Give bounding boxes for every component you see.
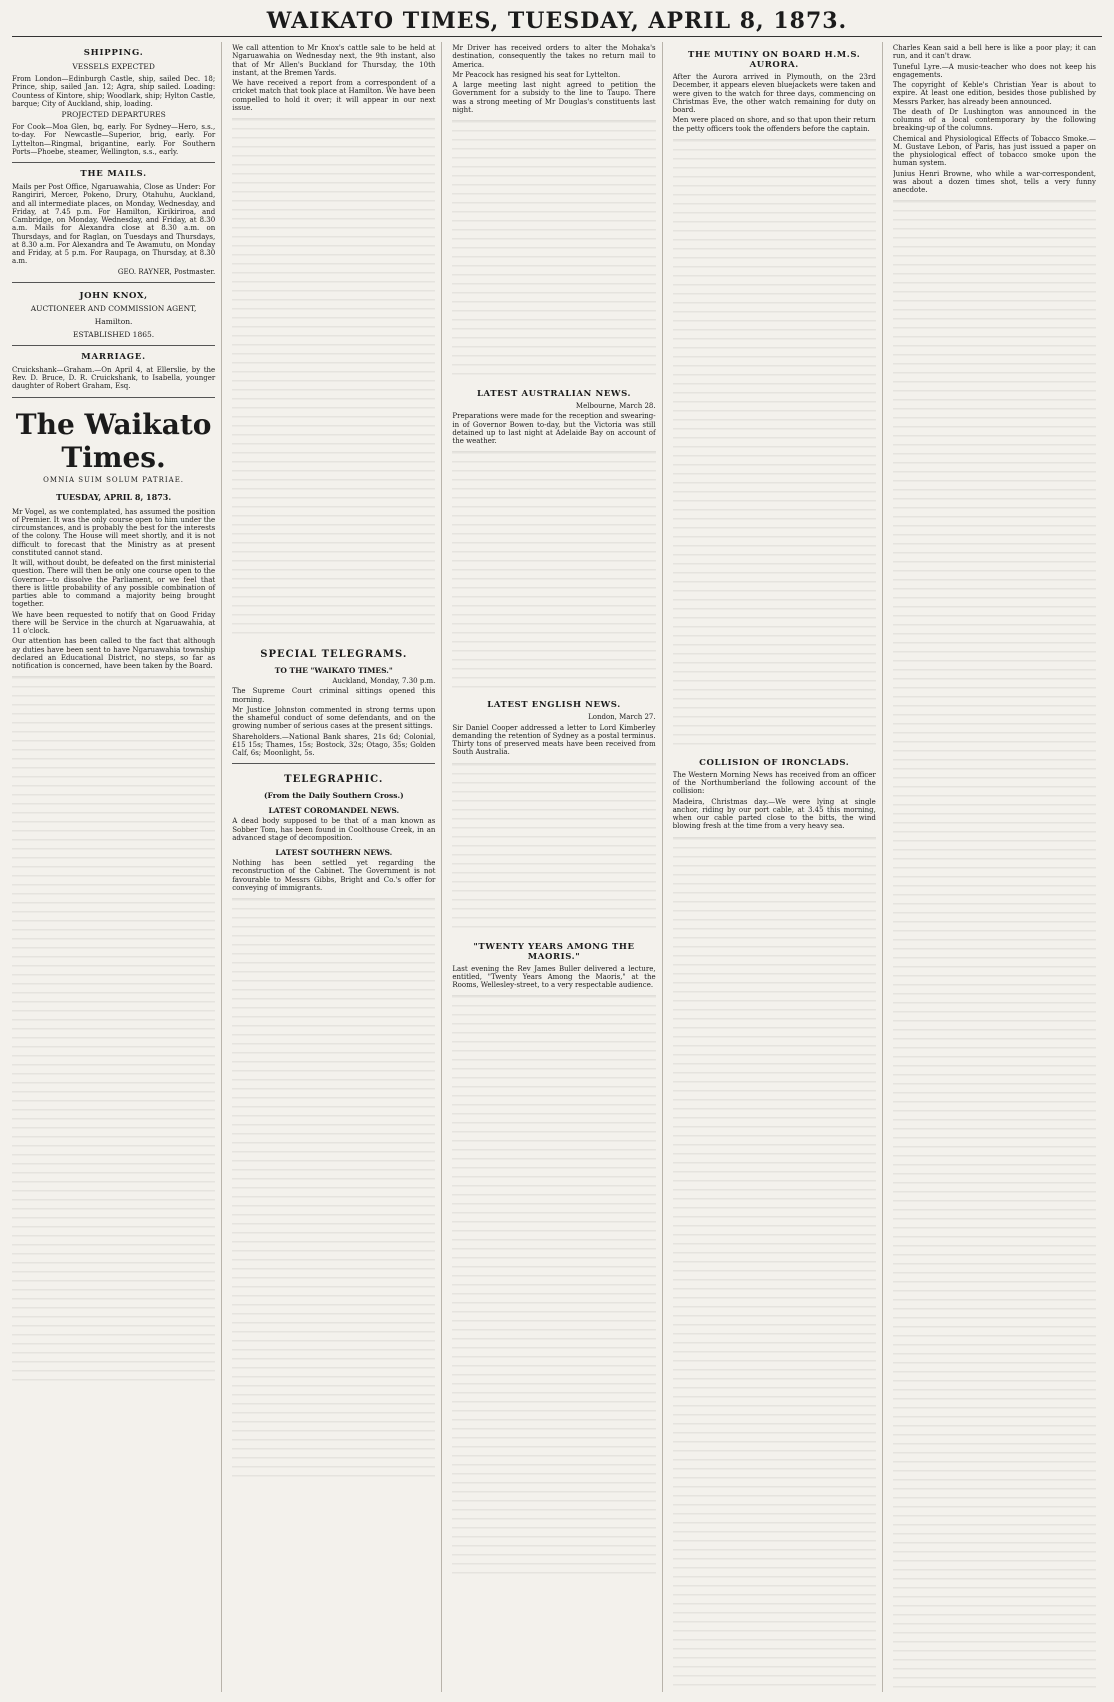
- column-5: [893, 42, 1102, 1692]
- twenty-years-among-maoris: [452, 942, 655, 990]
- mutiny-paragraph: Men were placed on shore, and so that upon their return the petty officers took the offenders before the captain.: [672, 116, 876, 133]
- special-telegrams-text: Shareholders.—National Bank shares, 21s 6d; Colonial, £15 15s; Thames, 15s; Bostock, 32s; Otago, 35s; Golden Calf, 6s; Moonlight, 5s.: [232, 732, 436, 757]
- telegraphic-section-1-text: A dead body supposed to be that of a man known as Sobber Tom, has been found in Coolthouse Creek, in an advanced stage of decomposition.: [232, 817, 436, 842]
- editorial-paragraph: Our attention has been called to the fact that although ay duties have been sent to have Ngaruawahia township declared an Educational District, no steps, so far as notification is concerned, have been taken by the Board.: [12, 637, 216, 670]
- divider: [12, 282, 215, 283]
- special-telegrams-title: SPECIAL TELEGRAMS.: [260, 649, 408, 660]
- latest-english-dateline: London, March 27.: [588, 713, 656, 722]
- shipping-section: [12, 48, 215, 156]
- editorial-paragraph: We have been requested to notify that on Good Friday there will be Service in the church at Ngaruawahia, at 11 o'clock.: [12, 610, 216, 635]
- mutiny-article: [673, 50, 876, 133]
- text-block: [232, 118, 435, 639]
- shipping-title: SHIPPING.: [83, 48, 144, 58]
- editorial-paragraph: Mr Vogel, as we contemplated, has assumed the position of Premier. It was the only course open to him under the circumstances, and is probably the best for the interests of the colony. The House will meet shortly, and it is not difficult to forecast that the Ministry as at present constituted cannot stand.: [12, 507, 216, 557]
- telegraphic-subtitle: (From the Daily Southern Cross.): [263, 791, 404, 801]
- marriage-section: [12, 352, 215, 391]
- mails-title: THE MAILS.: [80, 169, 147, 179]
- john-knox-est: ESTABLISHED 1865.: [73, 329, 155, 339]
- latest-australian-dateline: Melbourne, March 28.: [575, 402, 656, 410]
- mutiny-title: THE MUTINY ON BOARD H.M.S. AURORA.: [688, 50, 861, 70]
- column-1: [12, 42, 222, 1692]
- notice-paragraph: We call attention to Mr Knox's cattle sale to be held at Ngaruawahia on Wednesday next, the 9th instant, also that of Mr Allen's Buckland for Thursday, the 10th instant, at the Bremen Yards.: [232, 44, 436, 77]
- twenty-years-text: Last evening the Rev James Buller delivered a lecture, entitled, "Twenty Years Among the Maoris," at the Rooms, Wellesley-street, to a very respectable audience.: [452, 964, 656, 989]
- text-block: [673, 837, 876, 1693]
- latest-english-title: LATEST ENGLISH NEWS.: [487, 700, 621, 711]
- paper-masthead: [12, 408, 215, 502]
- special-telegrams: [232, 649, 435, 757]
- divider: [12, 397, 215, 398]
- john-knox-advert: [12, 291, 215, 339]
- southern-news: [452, 44, 655, 114]
- john-knox-line: AUCTIONEER AND COMMISSION AGENT,: [30, 303, 197, 313]
- misc-item: Junius Henri Browne, who while a war-correspondent, was about a dozen times shot, tells a very funny anecdote.: [892, 169, 1097, 194]
- collision-paragraph: The Western Morning News has received from an officer of the Northumberland the following account of the collision:: [672, 770, 876, 796]
- mutiny-paragraph: After the Aurora arrived in Plymouth, on the 23rd December, it appears eleven bluejackets were taken and were given to the watch for three days, commencing on Christmas Eve, the other watch remaining for duty on board.: [672, 73, 876, 114]
- southern-news-paragraph: A large meeting last night agreed to petition the Government for a subsidy to the line to Taupo. There was a strong meeting of Mr Douglas's constituents last night.: [452, 81, 656, 114]
- divider: [12, 162, 215, 163]
- telegraphic: [232, 774, 435, 892]
- mails-text: Mails per Post Office, Ngaruawahia, Close as Under: For Rangiriri, Mercer, Pokeno, Drury, Otahuhu, Auckland, and all intermediate places, on Monday, Wednesday, and Friday, at 7.45 p.m. For Hamilton, Kirikiriroa, and Cambridge, on Monday, Wednesday, and Friday, at 8.30 a.m. Mails for Alexandra close at 8.30 a.m. on Thursdays, and for Raglan, on Tuesdays and Thursdays, at 8.30 a.m. For Alexandra and Te Awamutu, on Monday and Friday, at 5 p.m. For Raupaga, on Thursday, at 8.30 a.m.: [12, 183, 216, 266]
- collision-ironclads-article: [673, 758, 876, 831]
- text-block: [673, 139, 876, 750]
- mails-signature: GEO. RAYNER, Postmaster.: [117, 267, 216, 276]
- divider: [12, 345, 215, 346]
- misc-item: The death of Dr Lushington was announced in the columns of a local contemporary by the following breaking-up of the columns.: [892, 107, 1097, 133]
- projected-departures-title: PROJECTED DEPARTURES: [61, 110, 166, 119]
- text-block: [893, 200, 1096, 1692]
- column-2: [232, 42, 442, 1692]
- southern-news-paragraph: Mr Driver has received orders to alter the Mohaka's destination, consequently the takes no return mail to America.: [452, 44, 656, 69]
- editorial-paragraph: It will, without doubt, be defeated on the first ministerial question. There will then be only one course open to the Governor—to dissolve the Parliament, or we feel that there is little probability of any possible combination of parties able to command a majority being brought together.: [12, 559, 216, 609]
- latest-australian-text: Preparations were made for the reception and swearing-in of Governor Bowen to-day, but the Victoria was still detained up to last night at Adelaide Bay on account of the weather.: [452, 412, 656, 445]
- paper-title: The Waikato Times.: [15, 407, 212, 474]
- masthead: [0, 8, 1114, 34]
- misc-items: [893, 44, 1096, 194]
- notice-paragraph: We have received a report from a correspondent of a cricket match that took place at Hamilton. We have been compelled to hold it over; it will appear in our next issue.: [232, 79, 436, 112]
- vessels-expected-title: VESSELS EXPECTED: [72, 62, 155, 71]
- latest-australian-title: LATEST AUSTRALIAN NEWS.: [476, 389, 632, 399]
- southern-news-paragraph: Mr Peacock has resigned his seat for Lyttelton.: [452, 70, 621, 79]
- special-telegrams-text: The Supreme Court criminal sittings opened this morning.: [232, 687, 436, 704]
- divider: [232, 763, 435, 764]
- twenty-years-title: "TWENTY YEARS AMONG THE MAORIS.": [473, 941, 635, 962]
- marriage-title: MARRIAGE.: [81, 351, 146, 362]
- misc-item: Tuneful Lyre.—A music-teacher who does not keep his engagements.: [892, 62, 1097, 79]
- column-4: [673, 42, 883, 1692]
- column-3: [452, 42, 662, 1692]
- vessels-expected-text: From London—Edinburgh Castle, ship, sailed Dec. 18; Prince, ship, sailed Jan. 12; Agra, ship sailed. Loading: Countess of Kintore, ship; Woodlark, ship; Hylton Castle, barque; City of Auckland, ship, loading.: [12, 75, 216, 108]
- latest-australian-news: [452, 389, 655, 445]
- collision-title: COLLISION OF IRONCLADS.: [699, 757, 850, 768]
- latest-english-news: [452, 700, 655, 756]
- mails-section: [12, 169, 215, 276]
- john-knox-name: JOHN KNOX,: [79, 290, 148, 301]
- special-telegrams-dateline: Auckland, Monday, 7.30 p.m.: [332, 677, 436, 685]
- special-telegrams-text: Mr Justice Johnston commented in strong terms upon the shameful conduct of some defendants, and on the growing number of serious cases at the present sittings.: [232, 705, 436, 731]
- masthead-title: WAIKATO TIMES, TUESDAY, APRIL 8, 1873.: [266, 8, 848, 34]
- john-knox-place: Hamilton.: [94, 316, 133, 326]
- collision-paragraph: Madeira, Christmas day.—We were lying at single anchor, riding by our port cable, at 3.45 this morning, when our cable parted close to the bitts, the wind blowing fresh at the time from a very heavy sea.: [672, 797, 876, 831]
- masthead-rule: [12, 36, 1102, 37]
- misc-item: Chemical and Physiological Effects of Tobacco Smoke.—M. Gustave Lebon, of Paris, has just issued a paper on the physiological effect of tobacco smoke upon the human system.: [892, 134, 1097, 168]
- text-block: [232, 898, 435, 1479]
- paper-date: TUESDAY, APRIL 8, 1873.: [56, 491, 172, 502]
- text-block: [12, 676, 215, 1387]
- latest-english-text: Sir Daniel Cooper addressed a letter to Lord Kimberley demanding the retention of Sydney as a postal terminus. Thirty tons of preserved meats have been received from South Australia.: [452, 723, 656, 757]
- columns: [12, 42, 1102, 1692]
- projected-departures-text: For Cook—Moa Glen, bq, early. For Sydney—Hero, s.s., to-day. For Newcastle—Superior, brig, early. For Lyttelton—Ringmal, brigantine, early. For Southern Ports—Phoebe, steamer, Wellington, s.s., early.: [12, 123, 216, 156]
- editorial: [12, 508, 215, 671]
- text-block: [452, 120, 655, 381]
- misc-item: The copyright of Keble's Christian Year is about to expire. At least one edition, besides those published by Messrs Parker, has already been announced.: [892, 81, 1097, 106]
- special-telegrams-subtitle: TO THE "WAIKATO TIMES.": [274, 666, 393, 675]
- misc-item: Charles Kean said a bell here is like a poor play; it can run, and it can't draw.: [892, 44, 1097, 61]
- marriage-text: Cruickshank—Graham.—On April 4, at Ellerslie, by the Rev. D. Bruce, D. R. Cruickshank, to Isabella, younger daughter of Robert Graham, Esq.: [12, 365, 216, 391]
- telegraphic-title: TELEGRAPHIC.: [284, 774, 384, 786]
- text-block: [452, 763, 655, 934]
- notices: [232, 44, 435, 112]
- telegraphic-section-2-title: LATEST SOUTHERN NEWS.: [275, 848, 393, 857]
- text-block: [452, 451, 655, 692]
- telegraphic-section-2-text: Nothing has been settled yet regarding the reconstruction of the Cabinet. The Government is not favourable to Messrs Gibbs, Bright and Co.'s offer for conveying of immigrants.: [232, 859, 436, 892]
- paper-motto: OMNIA SUIM SOLUM PATRIAE.: [43, 475, 185, 484]
- text-block: [452, 995, 655, 1576]
- telegraphic-section-1-title: LATEST COROMANDEL NEWS.: [268, 806, 400, 816]
